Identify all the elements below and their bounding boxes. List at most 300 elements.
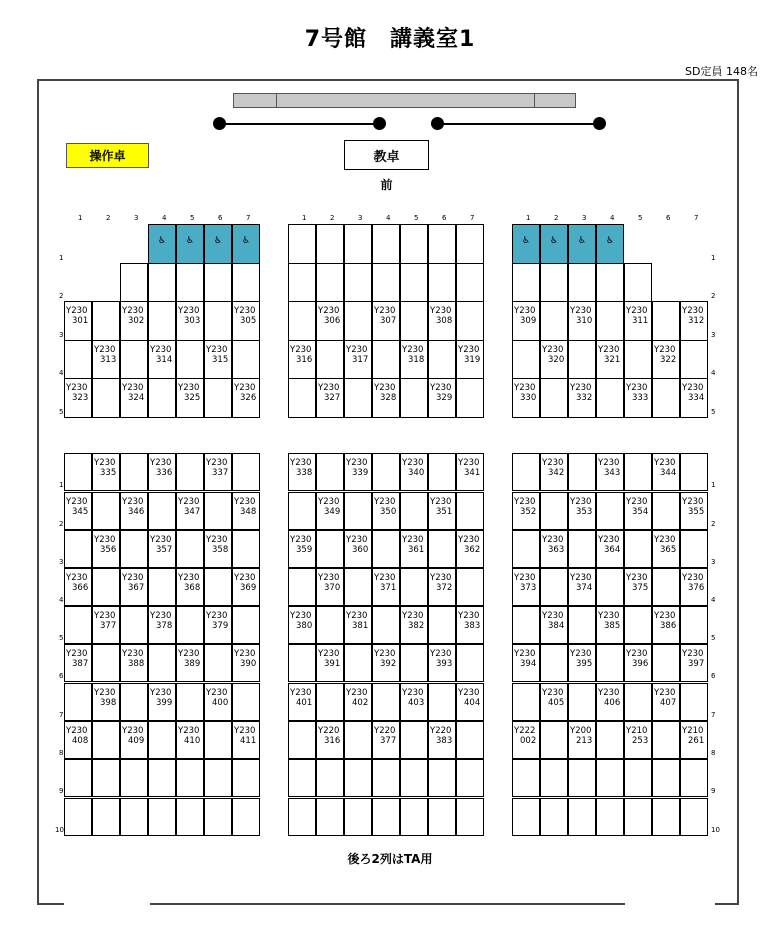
seat[interactable] (624, 530, 652, 568)
seat[interactable] (64, 301, 92, 341)
seat[interactable] (204, 301, 232, 341)
seat[interactable] (120, 721, 148, 759)
seat[interactable] (624, 759, 652, 797)
seat[interactable] (428, 378, 456, 418)
seat[interactable] (400, 301, 428, 341)
seat[interactable] (456, 683, 484, 721)
seat[interactable] (428, 340, 456, 379)
seat[interactable] (652, 683, 680, 721)
seat[interactable] (400, 263, 428, 302)
seat[interactable] (568, 644, 596, 682)
seat[interactable] (652, 301, 680, 341)
seat[interactable] (92, 378, 120, 418)
seat[interactable] (120, 606, 148, 644)
seat[interactable] (64, 530, 92, 568)
seat[interactable] (568, 798, 596, 836)
seat[interactable] (176, 721, 204, 759)
seat[interactable] (92, 530, 120, 568)
seat[interactable] (400, 453, 428, 491)
seat[interactable] (512, 568, 540, 606)
seat[interactable] (680, 759, 708, 797)
seat[interactable] (624, 301, 652, 341)
accessible-seat[interactable] (540, 224, 568, 264)
seat[interactable] (372, 492, 400, 530)
seat[interactable] (400, 530, 428, 568)
seat[interactable] (148, 340, 176, 379)
seat[interactable] (372, 683, 400, 721)
seat[interactable] (540, 683, 568, 721)
seat[interactable] (456, 301, 484, 341)
seat[interactable] (120, 263, 148, 302)
seat[interactable] (568, 301, 596, 341)
seat[interactable] (456, 453, 484, 491)
seat[interactable] (344, 301, 372, 341)
seat[interactable] (232, 453, 260, 491)
seat[interactable] (92, 340, 120, 379)
seat[interactable] (596, 798, 624, 836)
seat[interactable] (316, 224, 344, 264)
seat[interactable] (232, 759, 260, 797)
seat[interactable] (120, 453, 148, 491)
seat[interactable] (176, 340, 204, 379)
seat[interactable] (652, 530, 680, 568)
seat[interactable] (204, 530, 232, 568)
seat[interactable] (344, 492, 372, 530)
seat[interactable] (120, 683, 148, 721)
seat[interactable] (596, 759, 624, 797)
seat[interactable] (232, 378, 260, 418)
seat[interactable] (64, 453, 92, 491)
accessible-seat[interactable] (568, 224, 596, 264)
seat[interactable] (680, 378, 708, 418)
accessible-seat[interactable] (512, 224, 540, 264)
seat[interactable] (120, 798, 148, 836)
seat[interactable] (92, 683, 120, 721)
seat[interactable] (540, 798, 568, 836)
seat[interactable] (288, 683, 316, 721)
seat[interactable] (400, 721, 428, 759)
seat[interactable] (64, 378, 92, 418)
seat[interactable] (92, 301, 120, 341)
seat[interactable] (176, 683, 204, 721)
seat[interactable] (568, 453, 596, 491)
seat[interactable] (120, 340, 148, 379)
seat[interactable] (400, 798, 428, 836)
seat[interactable] (148, 453, 176, 491)
seat[interactable] (64, 492, 92, 530)
seat[interactable] (540, 453, 568, 491)
seat[interactable] (512, 721, 540, 759)
seat[interactable] (64, 721, 92, 759)
seat[interactable] (512, 301, 540, 341)
seat[interactable] (596, 340, 624, 379)
seat[interactable] (120, 530, 148, 568)
seat[interactable] (596, 453, 624, 491)
seat[interactable] (512, 340, 540, 379)
seat[interactable] (64, 798, 92, 836)
seat[interactable] (456, 798, 484, 836)
seat[interactable] (652, 453, 680, 491)
seat[interactable] (232, 606, 260, 644)
seat[interactable] (680, 453, 708, 491)
accessible-seat[interactable] (148, 224, 176, 264)
seat[interactable] (652, 721, 680, 759)
seat[interactable] (92, 798, 120, 836)
seat[interactable] (372, 759, 400, 797)
seat[interactable] (288, 263, 316, 302)
seat[interactable] (680, 301, 708, 341)
seat[interactable] (624, 644, 652, 682)
seat[interactable] (568, 606, 596, 644)
seat[interactable] (344, 340, 372, 379)
seat[interactable] (540, 721, 568, 759)
seat[interactable] (232, 798, 260, 836)
seat[interactable] (288, 568, 316, 606)
seat[interactable] (624, 721, 652, 759)
seat[interactable] (680, 721, 708, 759)
seat[interactable] (92, 721, 120, 759)
seat[interactable] (232, 530, 260, 568)
seat[interactable] (92, 453, 120, 491)
seat[interactable] (652, 378, 680, 418)
seat[interactable] (652, 759, 680, 797)
seat[interactable] (176, 568, 204, 606)
seat[interactable] (288, 301, 316, 341)
seat[interactable] (316, 644, 344, 682)
seat[interactable] (92, 568, 120, 606)
seat[interactable] (372, 224, 400, 264)
seat[interactable] (428, 301, 456, 341)
seat[interactable] (428, 453, 456, 491)
seat[interactable] (428, 568, 456, 606)
seat[interactable] (512, 530, 540, 568)
seat[interactable] (344, 683, 372, 721)
seat[interactable] (176, 378, 204, 418)
seat[interactable] (288, 340, 316, 379)
seat[interactable] (596, 568, 624, 606)
seat[interactable] (456, 340, 484, 379)
seat[interactable] (568, 568, 596, 606)
seat[interactable] (596, 492, 624, 530)
seat[interactable] (204, 606, 232, 644)
seat[interactable] (568, 378, 596, 418)
seat[interactable] (288, 378, 316, 418)
seat[interactable] (316, 530, 344, 568)
seat[interactable] (652, 798, 680, 836)
seat[interactable] (148, 606, 176, 644)
seat[interactable] (344, 530, 372, 568)
seat[interactable] (680, 644, 708, 682)
seat[interactable] (540, 340, 568, 379)
seat[interactable] (456, 530, 484, 568)
seat[interactable] (624, 606, 652, 644)
seat[interactable] (64, 568, 92, 606)
seat[interactable] (596, 683, 624, 721)
seat[interactable] (204, 644, 232, 682)
seat[interactable] (288, 606, 316, 644)
seat[interactable] (204, 340, 232, 379)
seat[interactable] (540, 263, 568, 302)
seat[interactable] (624, 340, 652, 379)
seat[interactable] (596, 263, 624, 302)
seat[interactable] (288, 530, 316, 568)
seat[interactable] (316, 759, 344, 797)
seat[interactable] (148, 301, 176, 341)
seat[interactable] (232, 721, 260, 759)
seat[interactable] (680, 606, 708, 644)
seat[interactable] (344, 798, 372, 836)
seat[interactable] (456, 759, 484, 797)
seat[interactable] (428, 263, 456, 302)
seat[interactable] (204, 263, 232, 302)
seat[interactable] (568, 530, 596, 568)
seat[interactable] (540, 606, 568, 644)
seat[interactable] (540, 644, 568, 682)
seat[interactable] (512, 606, 540, 644)
seat[interactable] (148, 759, 176, 797)
seat[interactable] (204, 378, 232, 418)
seat[interactable] (540, 568, 568, 606)
seat[interactable] (204, 683, 232, 721)
seat[interactable] (428, 683, 456, 721)
seat[interactable] (64, 644, 92, 682)
seat[interactable] (176, 492, 204, 530)
seat[interactable] (652, 644, 680, 682)
seat[interactable] (568, 263, 596, 302)
seat[interactable] (596, 301, 624, 341)
seat[interactable] (288, 453, 316, 491)
seat[interactable] (344, 759, 372, 797)
seat[interactable] (120, 301, 148, 341)
seat[interactable] (512, 644, 540, 682)
seat[interactable] (232, 492, 260, 530)
seat[interactable] (456, 644, 484, 682)
seat[interactable] (316, 263, 344, 302)
seat[interactable] (540, 492, 568, 530)
seat[interactable] (568, 340, 596, 379)
seat[interactable] (344, 644, 372, 682)
seat[interactable] (456, 606, 484, 644)
seat[interactable] (344, 453, 372, 491)
seat[interactable] (624, 492, 652, 530)
seat[interactable] (204, 568, 232, 606)
seat[interactable] (680, 492, 708, 530)
seat[interactable] (316, 606, 344, 644)
seat[interactable] (204, 721, 232, 759)
seat[interactable] (596, 721, 624, 759)
seat[interactable] (372, 568, 400, 606)
seat[interactable] (316, 340, 344, 379)
seat[interactable] (540, 378, 568, 418)
seat[interactable] (400, 378, 428, 418)
seat[interactable] (652, 492, 680, 530)
seat[interactable] (120, 492, 148, 530)
seat[interactable] (428, 721, 456, 759)
seat[interactable] (512, 683, 540, 721)
seat[interactable] (512, 263, 540, 302)
seat[interactable] (428, 224, 456, 264)
seat[interactable] (176, 644, 204, 682)
seat[interactable] (92, 492, 120, 530)
seat[interactable] (148, 530, 176, 568)
seat[interactable] (372, 263, 400, 302)
seat[interactable] (92, 644, 120, 682)
seat[interactable] (232, 263, 260, 302)
seat[interactable] (288, 224, 316, 264)
seat[interactable] (456, 378, 484, 418)
seat[interactable] (680, 530, 708, 568)
seat[interactable] (344, 378, 372, 418)
seat[interactable] (568, 492, 596, 530)
seat[interactable] (652, 340, 680, 379)
seat[interactable] (680, 340, 708, 379)
seat[interactable] (456, 492, 484, 530)
seat[interactable] (568, 683, 596, 721)
seat[interactable] (92, 759, 120, 797)
seat[interactable] (344, 721, 372, 759)
seat[interactable] (232, 340, 260, 379)
seat[interactable] (400, 224, 428, 264)
seat[interactable] (288, 721, 316, 759)
seat[interactable] (512, 798, 540, 836)
seat[interactable] (316, 492, 344, 530)
seat[interactable] (64, 340, 92, 379)
seat[interactable] (344, 224, 372, 264)
seat[interactable] (316, 301, 344, 341)
seat[interactable] (596, 644, 624, 682)
seat[interactable] (428, 798, 456, 836)
seat[interactable] (148, 721, 176, 759)
seat[interactable] (176, 301, 204, 341)
seat[interactable] (372, 798, 400, 836)
seat[interactable] (316, 683, 344, 721)
seat[interactable] (568, 759, 596, 797)
seat[interactable] (288, 798, 316, 836)
seat[interactable] (204, 759, 232, 797)
seat[interactable] (232, 644, 260, 682)
seat[interactable] (316, 568, 344, 606)
seat[interactable] (428, 644, 456, 682)
seat[interactable] (540, 301, 568, 341)
seat[interactable] (148, 263, 176, 302)
seat[interactable] (120, 644, 148, 682)
seat[interactable] (456, 568, 484, 606)
seat[interactable] (204, 798, 232, 836)
seat[interactable] (120, 378, 148, 418)
seat[interactable] (652, 568, 680, 606)
seat[interactable] (204, 492, 232, 530)
seat[interactable] (176, 530, 204, 568)
seat[interactable] (680, 568, 708, 606)
seat[interactable] (372, 340, 400, 379)
seat[interactable] (428, 492, 456, 530)
seat[interactable] (372, 606, 400, 644)
seat[interactable] (428, 606, 456, 644)
seat[interactable] (372, 453, 400, 491)
seat[interactable] (540, 530, 568, 568)
seat[interactable] (400, 683, 428, 721)
seat[interactable] (316, 798, 344, 836)
seat[interactable] (596, 606, 624, 644)
seat[interactable] (176, 759, 204, 797)
seat[interactable] (372, 721, 400, 759)
seat[interactable] (372, 530, 400, 568)
seat[interactable] (344, 568, 372, 606)
seat[interactable] (148, 683, 176, 721)
seat[interactable] (148, 568, 176, 606)
seat[interactable] (624, 683, 652, 721)
seat[interactable] (400, 606, 428, 644)
accessible-seat[interactable] (596, 224, 624, 264)
seat[interactable] (400, 759, 428, 797)
seat[interactable] (120, 568, 148, 606)
seat[interactable] (64, 759, 92, 797)
seat[interactable] (456, 263, 484, 302)
seat[interactable] (512, 378, 540, 418)
seat[interactable] (652, 606, 680, 644)
seat[interactable] (148, 644, 176, 682)
seat[interactable] (92, 606, 120, 644)
seat[interactable] (596, 530, 624, 568)
seat[interactable] (428, 530, 456, 568)
accessible-seat[interactable] (176, 224, 204, 264)
seat[interactable] (624, 378, 652, 418)
seat[interactable] (288, 759, 316, 797)
seat[interactable] (372, 644, 400, 682)
seat[interactable] (680, 798, 708, 836)
accessible-seat[interactable] (232, 224, 260, 264)
seat[interactable] (540, 759, 568, 797)
seat[interactable] (232, 568, 260, 606)
seat[interactable] (120, 759, 148, 797)
seat[interactable] (400, 644, 428, 682)
seat[interactable] (372, 378, 400, 418)
seat[interactable] (428, 759, 456, 797)
seat[interactable] (176, 798, 204, 836)
seat[interactable] (624, 568, 652, 606)
seat[interactable] (64, 683, 92, 721)
seat[interactable] (176, 606, 204, 644)
seat[interactable] (176, 453, 204, 491)
seat[interactable] (456, 224, 484, 264)
seat[interactable] (148, 798, 176, 836)
seat[interactable] (568, 721, 596, 759)
seat[interactable] (400, 340, 428, 379)
seat[interactable] (624, 453, 652, 491)
seat[interactable] (316, 453, 344, 491)
seat[interactable] (512, 759, 540, 797)
seat[interactable] (204, 453, 232, 491)
seat[interactable] (232, 301, 260, 341)
seat[interactable] (456, 721, 484, 759)
seat[interactable] (372, 301, 400, 341)
seat[interactable] (344, 263, 372, 302)
seat[interactable] (316, 378, 344, 418)
seat[interactable] (344, 606, 372, 644)
accessible-seat[interactable] (204, 224, 232, 264)
seat[interactable] (288, 644, 316, 682)
seat[interactable] (512, 492, 540, 530)
seat[interactable] (400, 492, 428, 530)
seat[interactable] (232, 683, 260, 721)
seat[interactable] (624, 263, 652, 302)
seat[interactable] (400, 568, 428, 606)
seat[interactable] (316, 721, 344, 759)
seat[interactable] (176, 263, 204, 302)
seat[interactable] (596, 378, 624, 418)
seat[interactable] (624, 798, 652, 836)
seat[interactable] (680, 683, 708, 721)
